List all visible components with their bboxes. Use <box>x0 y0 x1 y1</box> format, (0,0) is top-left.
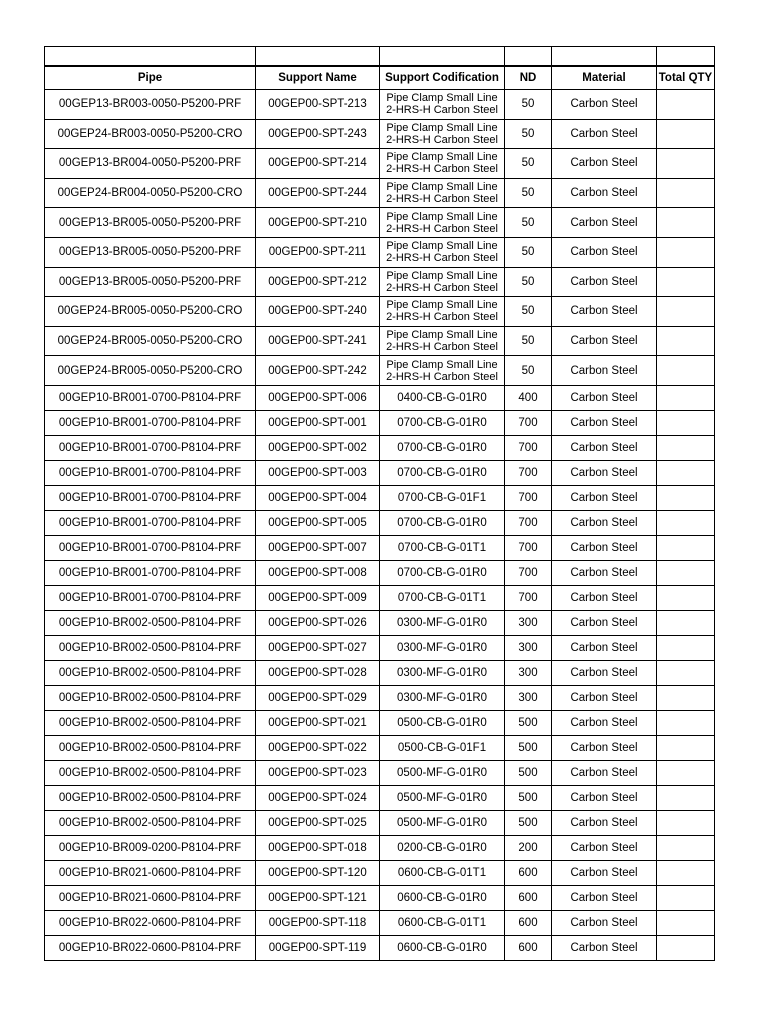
support-codification-cell[interactable]: Pipe Clamp Small Line 2-HRS-H Carbon Steel <box>380 149 505 179</box>
pipe-cell[interactable]: 00GEP10-BR001-0700-P8104-PRF <box>45 560 256 585</box>
material-cell[interactable]: Carbon Steel <box>552 660 657 685</box>
header-support-name[interactable]: Support Name <box>256 66 380 90</box>
material-cell[interactable]: Carbon Steel <box>552 237 657 267</box>
support-codification-cell[interactable]: 0700-CB-G-01T1 <box>380 535 505 560</box>
material-cell[interactable]: Carbon Steel <box>552 410 657 435</box>
support-name-cell[interactable]: 00GEP00-SPT-027 <box>256 635 380 660</box>
material-cell[interactable]: Carbon Steel <box>552 356 657 386</box>
table-row <box>45 610 715 635</box>
support-name-cell[interactable]: 00GEP00-SPT-005 <box>256 510 380 535</box>
nd-cell[interactable]: 300 <box>505 685 552 710</box>
pipe-cell[interactable]: 00GEP10-BR001-0700-P8104-PRF <box>45 585 256 610</box>
table-row <box>45 760 715 785</box>
table-row <box>45 510 715 535</box>
table-row <box>45 326 715 356</box>
material-cell[interactable]: Carbon Steel <box>552 610 657 635</box>
nd-cell[interactable]: 600 <box>505 860 552 885</box>
support-name-cell[interactable]: 00GEP00-SPT-026 <box>256 610 380 635</box>
material-cell[interactable]: Carbon Steel <box>552 460 657 485</box>
pipe-cell[interactable]: 00GEP10-BR002-0500-P8104-PRF <box>45 660 256 685</box>
support-codification-cell[interactable]: 0300-MF-G-01R0 <box>380 685 505 710</box>
material-cell[interactable]: Carbon Steel <box>552 910 657 935</box>
pipe-cell[interactable]: 00GEP10-BR022-0600-P8104-PRF <box>45 910 256 935</box>
material-cell[interactable]: Carbon Steel <box>552 119 657 149</box>
header-material[interactable]: Material <box>552 66 657 90</box>
total-qty-cell[interactable] <box>657 510 715 535</box>
support-name-cell[interactable]: 00GEP00-SPT-242 <box>256 356 380 386</box>
nd-cell[interactable]: 50 <box>505 90 552 120</box>
material-cell[interactable]: Carbon Steel <box>552 685 657 710</box>
support-name-cell[interactable]: 00GEP00-SPT-023 <box>256 760 380 785</box>
table-row <box>45 710 715 735</box>
pipe-cell[interactable]: 00GEP24-BR004-0050-P5200-CRO <box>45 178 256 208</box>
material-cell[interactable]: Carbon Steel <box>552 208 657 238</box>
pipe-cell[interactable]: 00GEP13-BR004-0050-P5200-PRF <box>45 149 256 179</box>
nd-cell[interactable]: 500 <box>505 735 552 760</box>
total-qty-cell[interactable] <box>657 435 715 460</box>
pipe-cell[interactable]: 00GEP10-BR002-0500-P8104-PRF <box>45 710 256 735</box>
support-name-cell[interactable]: 00GEP00-SPT-028 <box>256 660 380 685</box>
support-codification-cell[interactable]: 0700-CB-G-01R0 <box>380 560 505 585</box>
blank-cell[interactable] <box>657 47 715 67</box>
material-cell[interactable]: Carbon Steel <box>552 935 657 960</box>
blank-row <box>45 47 715 67</box>
total-qty-cell[interactable] <box>657 760 715 785</box>
total-qty-cell[interactable] <box>657 267 715 297</box>
table-row <box>45 90 715 120</box>
support-codification-cell[interactable]: 0700-CB-G-01R0 <box>380 410 505 435</box>
support-codification-cell[interactable]: 0500-MF-G-01R0 <box>380 785 505 810</box>
pipe-cell[interactable]: 00GEP24-BR003-0050-P5200-CRO <box>45 119 256 149</box>
material-cell[interactable]: Carbon Steel <box>552 885 657 910</box>
table-body <box>45 90 715 961</box>
support-codification-cell[interactable]: Pipe Clamp Small Line 2-HRS-H Carbon Steel <box>380 208 505 238</box>
support-name-cell[interactable]: 00GEP00-SPT-002 <box>256 435 380 460</box>
header-pipe[interactable]: Pipe <box>45 66 256 90</box>
support-name-cell[interactable]: 00GEP00-SPT-022 <box>256 735 380 760</box>
support-name-cell[interactable]: 00GEP00-SPT-008 <box>256 560 380 585</box>
total-qty-cell[interactable] <box>657 535 715 560</box>
table-row <box>45 935 715 960</box>
nd-cell[interactable]: 700 <box>505 535 552 560</box>
nd-cell[interactable]: 50 <box>505 356 552 386</box>
total-qty-cell[interactable] <box>657 356 715 386</box>
material-cell[interactable]: Carbon Steel <box>552 735 657 760</box>
pipe-cell[interactable]: 00GEP10-BR021-0600-P8104-PRF <box>45 885 256 910</box>
table-row <box>45 835 715 860</box>
support-name-cell[interactable]: 00GEP00-SPT-021 <box>256 710 380 735</box>
support-name-cell[interactable]: 00GEP00-SPT-240 <box>256 297 380 327</box>
support-codification-cell[interactable]: Pipe Clamp Small Line 2-HRS-H Carbon Steel <box>380 267 505 297</box>
nd-cell[interactable]: 700 <box>505 460 552 485</box>
total-qty-cell[interactable] <box>657 835 715 860</box>
total-qty-cell[interactable] <box>657 685 715 710</box>
support-name-cell[interactable]: 00GEP00-SPT-007 <box>256 535 380 560</box>
pipe-cell[interactable]: 00GEP24-BR005-0050-P5200-CRO <box>45 297 256 327</box>
table-row <box>45 810 715 835</box>
pipe-cell[interactable]: 00GEP10-BR002-0500-P8104-PRF <box>45 635 256 660</box>
table-row <box>45 685 715 710</box>
pipe-cell[interactable]: 00GEP10-BR002-0500-P8104-PRF <box>45 785 256 810</box>
nd-cell[interactable]: 700 <box>505 560 552 585</box>
support-codification-cell[interactable]: 0200-CB-G-01R0 <box>380 835 505 860</box>
nd-cell[interactable]: 300 <box>505 610 552 635</box>
nd-cell[interactable]: 50 <box>505 149 552 179</box>
nd-cell[interactable]: 500 <box>505 785 552 810</box>
support-name-cell[interactable]: 00GEP00-SPT-213 <box>256 90 380 120</box>
table-row <box>45 410 715 435</box>
total-qty-cell[interactable] <box>657 485 715 510</box>
support-name-cell[interactable]: 00GEP00-SPT-018 <box>256 835 380 860</box>
header-nd[interactable]: ND <box>505 66 552 90</box>
table-row <box>45 885 715 910</box>
material-cell[interactable]: Carbon Steel <box>552 178 657 208</box>
pipe-cell[interactable]: 00GEP10-BR001-0700-P8104-PRF <box>45 510 256 535</box>
total-qty-cell[interactable] <box>657 635 715 660</box>
pipe-cell[interactable]: 00GEP10-BR002-0500-P8104-PRF <box>45 760 256 785</box>
material-cell[interactable]: Carbon Steel <box>552 535 657 560</box>
support-codification-cell[interactable]: 0500-CB-G-01R0 <box>380 710 505 735</box>
support-codification-cell[interactable]: 0600-CB-G-01T1 <box>380 860 505 885</box>
table-row <box>45 435 715 460</box>
support-codification-cell[interactable]: 0600-CB-G-01R0 <box>380 935 505 960</box>
support-name-cell[interactable]: 00GEP00-SPT-120 <box>256 860 380 885</box>
blank-cell[interactable] <box>380 47 505 67</box>
nd-cell[interactable]: 50 <box>505 119 552 149</box>
pipe-cell[interactable]: 00GEP10-BR001-0700-P8104-PRF <box>45 460 256 485</box>
support-name-cell[interactable]: 00GEP00-SPT-004 <box>256 485 380 510</box>
pipe-cell[interactable]: 00GEP13-BR005-0050-P5200-PRF <box>45 267 256 297</box>
pipe-cell[interactable]: 00GEP10-BR001-0700-P8104-PRF <box>45 535 256 560</box>
total-qty-cell[interactable] <box>657 208 715 238</box>
total-qty-cell[interactable] <box>657 90 715 120</box>
header-support-codification[interactable]: Support Codification <box>380 66 505 90</box>
blank-cell[interactable] <box>45 47 256 67</box>
support-name-cell[interactable]: 00GEP00-SPT-212 <box>256 267 380 297</box>
support-codification-cell[interactable]: 0500-MF-G-01R0 <box>380 810 505 835</box>
nd-cell[interactable]: 50 <box>505 237 552 267</box>
table-row <box>45 267 715 297</box>
support-name-cell[interactable]: 00GEP00-SPT-211 <box>256 237 380 267</box>
material-cell[interactable]: Carbon Steel <box>552 810 657 835</box>
table-row <box>45 660 715 685</box>
support-codification-cell[interactable]: 0700-CB-G-01F1 <box>380 485 505 510</box>
support-codification-cell[interactable]: Pipe Clamp Small Line 2-HRS-H Carbon Steel <box>380 90 505 120</box>
support-codification-cell[interactable]: Pipe Clamp Small Line 2-HRS-H Carbon Steel <box>380 178 505 208</box>
support-codification-cell[interactable]: 0300-MF-G-01R0 <box>380 635 505 660</box>
material-cell[interactable]: Carbon Steel <box>552 585 657 610</box>
support-codification-cell[interactable]: 0500-MF-G-01R0 <box>380 760 505 785</box>
total-qty-cell[interactable] <box>657 385 715 410</box>
support-name-cell[interactable]: 00GEP00-SPT-244 <box>256 178 380 208</box>
material-cell[interactable]: Carbon Steel <box>552 510 657 535</box>
pipe-cell[interactable]: 00GEP10-BR001-0700-P8104-PRF <box>45 435 256 460</box>
table-row <box>45 119 715 149</box>
table-row <box>45 585 715 610</box>
nd-cell[interactable]: 200 <box>505 835 552 860</box>
nd-cell[interactable]: 700 <box>505 435 552 460</box>
nd-cell[interactable]: 500 <box>505 760 552 785</box>
nd-cell[interactable]: 600 <box>505 910 552 935</box>
support-codification-cell[interactable]: 0300-MF-G-01R0 <box>380 660 505 685</box>
table-row <box>45 356 715 386</box>
nd-cell[interactable]: 50 <box>505 297 552 327</box>
support-name-cell[interactable]: 00GEP00-SPT-118 <box>256 910 380 935</box>
table-row <box>45 385 715 410</box>
support-name-cell[interactable]: 00GEP00-SPT-009 <box>256 585 380 610</box>
support-codification-cell[interactable]: Pipe Clamp Small Line 2-HRS-H Carbon Steel <box>380 356 505 386</box>
total-qty-cell[interactable] <box>657 885 715 910</box>
support-name-cell[interactable]: 00GEP00-SPT-214 <box>256 149 380 179</box>
support-codification-cell[interactable]: 0700-CB-G-01T1 <box>380 585 505 610</box>
pipe-cell[interactable]: 00GEP13-BR005-0050-P5200-PRF <box>45 208 256 238</box>
support-codification-cell[interactable]: 0400-CB-G-01R0 <box>380 385 505 410</box>
blank-cell[interactable] <box>505 47 552 67</box>
nd-cell[interactable]: 700 <box>505 410 552 435</box>
nd-cell[interactable]: 300 <box>505 660 552 685</box>
nd-cell[interactable]: 50 <box>505 208 552 238</box>
material-cell[interactable]: Carbon Steel <box>552 267 657 297</box>
total-qty-cell[interactable] <box>657 460 715 485</box>
header-total-qty[interactable]: Total QTY <box>657 66 715 90</box>
supports-table <box>44 46 715 961</box>
total-qty-cell[interactable] <box>657 910 715 935</box>
nd-cell[interactable]: 600 <box>505 935 552 960</box>
nd-cell[interactable]: 50 <box>505 326 552 356</box>
pipe-cell[interactable]: 00GEP10-BR001-0700-P8104-PRF <box>45 485 256 510</box>
nd-cell[interactable]: 700 <box>505 510 552 535</box>
total-qty-cell[interactable] <box>657 297 715 327</box>
total-qty-cell[interactable] <box>657 410 715 435</box>
pipe-cell[interactable]: 00GEP10-BR002-0500-P8104-PRF <box>45 685 256 710</box>
nd-cell[interactable]: 500 <box>505 710 552 735</box>
material-cell[interactable]: Carbon Steel <box>552 485 657 510</box>
total-qty-cell[interactable] <box>657 660 715 685</box>
total-qty-cell[interactable] <box>657 237 715 267</box>
support-name-cell[interactable]: 00GEP00-SPT-119 <box>256 935 380 960</box>
total-qty-cell[interactable] <box>657 560 715 585</box>
support-codification-cell[interactable]: Pipe Clamp Small Line 2-HRS-H Carbon Steel <box>380 297 505 327</box>
material-cell[interactable]: Carbon Steel <box>552 710 657 735</box>
table-row <box>45 485 715 510</box>
pipe-cell[interactable]: 00GEP13-BR005-0050-P5200-PRF <box>45 237 256 267</box>
support-codification-cell[interactable]: 0600-CB-G-01R0 <box>380 885 505 910</box>
pipe-cell[interactable]: 00GEP10-BR022-0600-P8104-PRF <box>45 935 256 960</box>
total-qty-cell[interactable] <box>657 735 715 760</box>
table-row <box>45 735 715 760</box>
pipe-cell[interactable]: 00GEP24-BR005-0050-P5200-CRO <box>45 326 256 356</box>
total-qty-cell[interactable] <box>657 810 715 835</box>
support-codification-cell[interactable]: Pipe Clamp Small Line 2-HRS-H Carbon Steel <box>380 119 505 149</box>
table-row <box>45 910 715 935</box>
support-codification-cell[interactable]: 0500-CB-G-01F1 <box>380 735 505 760</box>
blank-cell[interactable] <box>552 47 657 67</box>
pipe-cell[interactable]: 00GEP24-BR005-0050-P5200-CRO <box>45 356 256 386</box>
pipe-cell[interactable]: 00GEP13-BR003-0050-P5200-PRF <box>45 90 256 120</box>
material-cell[interactable]: Carbon Steel <box>552 785 657 810</box>
support-codification-cell[interactable]: Pipe Clamp Small Line 2-HRS-H Carbon Steel <box>380 326 505 356</box>
pipe-cell[interactable]: 00GEP10-BR009-0200-P8104-PRF <box>45 835 256 860</box>
pipe-cell[interactable]: 00GEP10-BR001-0700-P8104-PRF <box>45 385 256 410</box>
total-qty-cell[interactable] <box>657 935 715 960</box>
support-name-cell[interactable]: 00GEP00-SPT-025 <box>256 810 380 835</box>
total-qty-cell[interactable] <box>657 610 715 635</box>
pipe-cell[interactable]: 00GEP10-BR002-0500-P8104-PRF <box>45 610 256 635</box>
support-name-cell[interactable]: 00GEP00-SPT-006 <box>256 385 380 410</box>
total-qty-cell[interactable] <box>657 710 715 735</box>
support-name-cell[interactable]: 00GEP00-SPT-243 <box>256 119 380 149</box>
table-row <box>45 237 715 267</box>
table-row <box>45 635 715 660</box>
material-cell[interactable]: Carbon Steel <box>552 326 657 356</box>
table-row <box>45 297 715 327</box>
table-row <box>45 785 715 810</box>
material-cell[interactable]: Carbon Steel <box>552 385 657 410</box>
support-name-cell[interactable]: 00GEP00-SPT-121 <box>256 885 380 910</box>
total-qty-cell[interactable] <box>657 585 715 610</box>
material-cell[interactable]: Carbon Steel <box>552 860 657 885</box>
header-row <box>45 66 715 90</box>
pipe-cell[interactable]: 00GEP10-BR002-0500-P8104-PRF <box>45 810 256 835</box>
table-row <box>45 178 715 208</box>
total-qty-cell[interactable] <box>657 149 715 179</box>
support-codification-cell[interactable]: 0300-MF-G-01R0 <box>380 610 505 635</box>
table-row <box>45 535 715 560</box>
nd-cell[interactable]: 50 <box>505 178 552 208</box>
material-cell[interactable]: Carbon Steel <box>552 560 657 585</box>
nd-cell[interactable]: 700 <box>505 585 552 610</box>
material-cell[interactable]: Carbon Steel <box>552 90 657 120</box>
nd-cell[interactable]: 300 <box>505 635 552 660</box>
material-cell[interactable]: Carbon Steel <box>552 297 657 327</box>
total-qty-cell[interactable] <box>657 860 715 885</box>
support-name-cell[interactable]: 00GEP00-SPT-001 <box>256 410 380 435</box>
nd-cell[interactable]: 500 <box>505 810 552 835</box>
total-qty-cell[interactable] <box>657 326 715 356</box>
support-name-cell[interactable]: 00GEP00-SPT-241 <box>256 326 380 356</box>
nd-cell[interactable]: 600 <box>505 885 552 910</box>
table-row <box>45 460 715 485</box>
total-qty-cell[interactable] <box>657 785 715 810</box>
support-name-cell[interactable]: 00GEP00-SPT-029 <box>256 685 380 710</box>
support-name-cell[interactable]: 00GEP00-SPT-210 <box>256 208 380 238</box>
nd-cell[interactable]: 700 <box>505 485 552 510</box>
table-row <box>45 208 715 238</box>
support-codification-cell[interactable]: Pipe Clamp Small Line 2-HRS-H Carbon Steel <box>380 237 505 267</box>
table-row <box>45 860 715 885</box>
support-name-cell[interactable]: 00GEP00-SPT-024 <box>256 785 380 810</box>
table-row <box>45 560 715 585</box>
support-codification-cell[interactable]: 0600-CB-G-01T1 <box>380 910 505 935</box>
material-cell[interactable]: Carbon Steel <box>552 835 657 860</box>
material-cell[interactable]: Carbon Steel <box>552 435 657 460</box>
nd-cell[interactable]: 50 <box>505 267 552 297</box>
pipe-cell[interactable]: 00GEP10-BR002-0500-P8104-PRF <box>45 735 256 760</box>
nd-cell[interactable]: 400 <box>505 385 552 410</box>
pipe-cell[interactable]: 00GEP10-BR021-0600-P8104-PRF <box>45 860 256 885</box>
support-codification-cell[interactable]: 0700-CB-G-01R0 <box>380 460 505 485</box>
material-cell[interactable]: Carbon Steel <box>552 760 657 785</box>
support-name-cell[interactable]: 00GEP00-SPT-003 <box>256 460 380 485</box>
blank-cell[interactable] <box>256 47 380 67</box>
material-cell[interactable]: Carbon Steel <box>552 635 657 660</box>
material-cell[interactable]: Carbon Steel <box>552 149 657 179</box>
table-row <box>45 149 715 179</box>
support-codification-cell[interactable]: 0700-CB-G-01R0 <box>380 435 505 460</box>
total-qty-cell[interactable] <box>657 119 715 149</box>
pipe-cell[interactable]: 00GEP10-BR001-0700-P8104-PRF <box>45 410 256 435</box>
support-codification-cell[interactable]: 0700-CB-G-01R0 <box>380 510 505 535</box>
total-qty-cell[interactable] <box>657 178 715 208</box>
